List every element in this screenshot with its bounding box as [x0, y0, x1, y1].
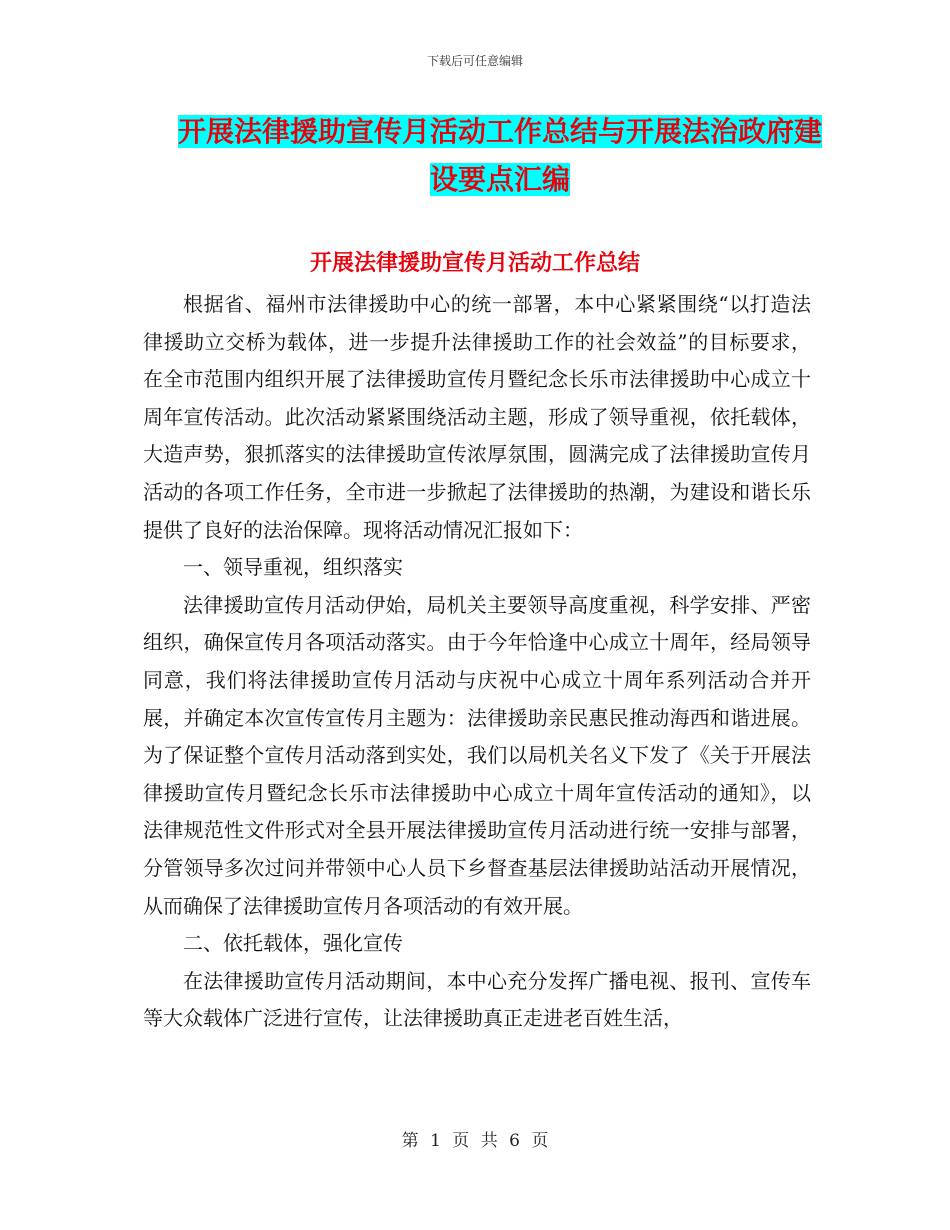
- title-line-1: 开展法律援助宣传月活动工作总结与开展法治政府建: [177, 115, 822, 148]
- document-title: [150, 108, 850, 204]
- paragraph-1: 法律援助宣传月活动伊始，局机关主要领导高度重视，科学安排、严密组织，确保宣传月各项活动落实。由于今年恰逢中心成立十周年，经局领导同意，我们将法律援助宣传月活动与庆祝中心成立十周年系列活动合并开展，并确定本次宣传宣传月主题为：法律援助亲民惠民推动海西和谐进展。为了保证整个宣传月活动落到实处，我们以局机关名义下发了《关于开展法律援助宣传月暨纪念长乐市法律援助中心成立十周年宣传活动的通知》，以法律规范性文件形式对全县开展法律援助宣传月活动进行统一安排与部署，分管领导多次过问并带领中心人员下乡督查基层法律援助站活动开展情况，从而确保了法律援助宣传月各项活动的有效开展。: [143, 592, 811, 918]
- heading-2: 二、依托载体，强化宣传: [183, 931, 403, 956]
- paragraph-intro: 根据省、福州市法律援助中心的统一部署，本中心紧紧围绕“以打造法律援助立交桥为载体，进一步提升法律援助工作的社会效益”的目标要求，在全市范围内组织开展了法律援助宣传月暨纪念长乐市法律援助中心成立十周年宣传活动。此次活动紧紧围绕活动主题，形成了领导重视，依托载体，大造声势，狠抓落实的法律援助宣传浓厚氛围，圆满完成了法律援助宣传月活动的各项工作任务，全市进一步掀起了法律援助的热潮，为建设和谐长乐提供了良好的法治保障。现将活动情况汇报如下：: [143, 292, 811, 542]
- section-title: 开展法律援助宣传月活动工作总结: [309, 250, 640, 276]
- header-note: 下载后可任意编辑: [426, 54, 523, 68]
- paragraph-2: 在法律援助宣传月活动期间，本中心充分发挥广播电视、报刊、宣传车等大众载体广泛进行宣传，让法律援助真正走进老百姓生活，: [143, 968, 811, 1031]
- page-footer: 第 1 页 共 6 页: [401, 1131, 549, 1151]
- title-line-2: 设要点汇编: [429, 163, 570, 196]
- heading-1: 一、领导重视，组织落实: [183, 555, 403, 580]
- document-body: [143, 286, 811, 1038]
